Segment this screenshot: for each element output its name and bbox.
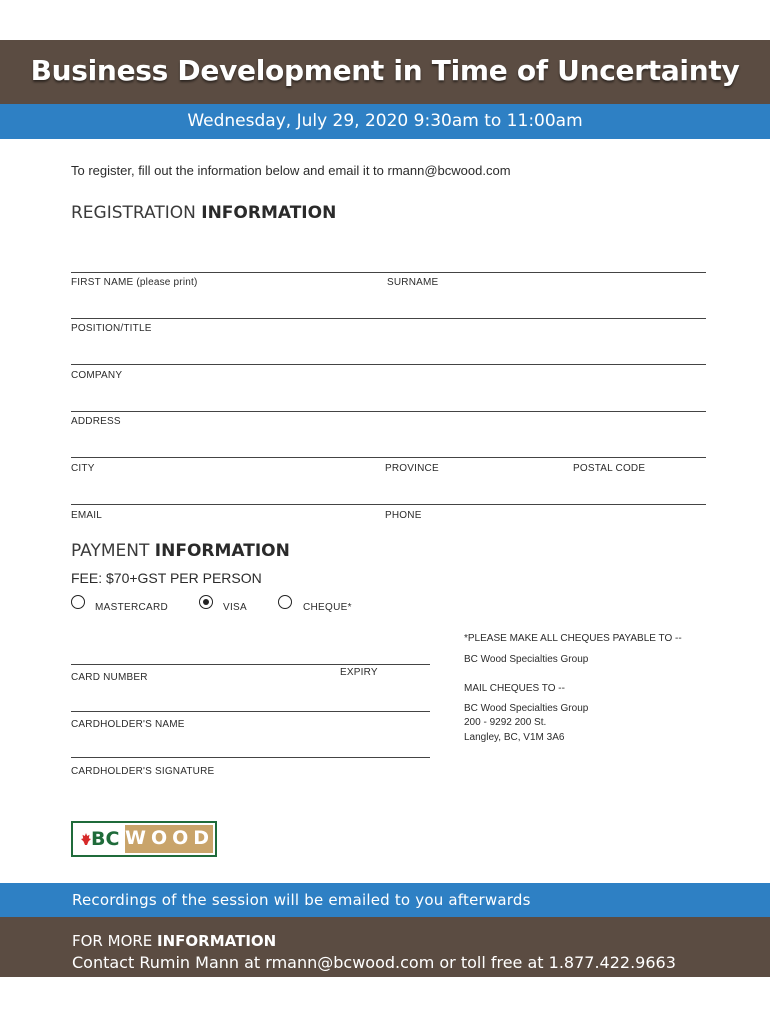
cardholder-name-label: CARDHOLDER'S NAME [71, 719, 185, 730]
mail-cheques-note: MAIL CHEQUES TO -- [464, 683, 565, 694]
intro-text: To register, fill out the information below and email it to rmann@bcwood.com [71, 163, 511, 178]
more-info-heading [72, 932, 276, 950]
company-line[interactable] [71, 364, 706, 365]
address-label: ADDRESS [71, 416, 121, 427]
mastercard-radio[interactable] [71, 595, 85, 609]
event-date: Wednesday, July 29, 2020 9:30am to 11:00am [187, 111, 583, 131]
position-label: POSITION/TITLE [71, 323, 152, 334]
cardholder-name-line[interactable] [71, 711, 430, 712]
payment-heading [71, 541, 290, 561]
phone-label: PHONE [385, 510, 422, 521]
first-name-label: FIRST NAME (please print) [71, 277, 198, 288]
logo-wood-text: WOOD [125, 827, 215, 849]
cheque-payable-note: *PLEASE MAKE ALL CHEQUES PAYABLE TO -- [464, 633, 682, 644]
page-title: Business Development in Time of Uncertainty [30, 54, 740, 87]
title-banner [0, 40, 770, 104]
bc-wood-logo [71, 821, 217, 857]
payment-heading-light: PAYMENT [71, 541, 155, 561]
email-label: EMAIL [71, 510, 103, 521]
address-line[interactable] [71, 411, 706, 412]
city-label: CITY [71, 463, 95, 474]
mail-address-line-2: 200 - 9292 200 St. [464, 717, 547, 728]
cheque-payee: BC Wood Specialties Group [464, 654, 589, 665]
recordings-text: Recordings of the session will be emailed to you afterwards [72, 891, 531, 909]
registration-heading [71, 203, 336, 223]
city-line[interactable] [71, 457, 706, 458]
signature-label: CARDHOLDER'S SIGNATURE [71, 766, 215, 777]
fee-text: FEE: $70+GST PER PERSON [71, 570, 262, 586]
cheque-radio[interactable] [278, 595, 292, 609]
province-label: PROVINCE [385, 463, 439, 474]
mail-address-line-1: BC Wood Specialties Group [464, 703, 589, 714]
card-number-line[interactable] [71, 664, 430, 665]
surname-label: SURNAME [387, 277, 439, 288]
payment-heading-bold: INFORMATION [154, 541, 290, 561]
registration-heading-bold: INFORMATION [201, 203, 337, 223]
name-line[interactable] [71, 272, 706, 273]
company-label: COMPANY [71, 370, 123, 381]
logo-wood-panel [125, 825, 213, 853]
contact-banner [0, 917, 770, 977]
email-line[interactable] [71, 504, 706, 505]
mastercard-label: MASTERCARD [95, 602, 169, 613]
position-line[interactable] [71, 318, 706, 319]
registration-heading-light: REGISTRATION [71, 203, 202, 223]
expiry-label: EXPIRY [340, 667, 378, 678]
card-number-label: CARD NUMBER [71, 672, 148, 683]
visa-label: VISA [223, 602, 247, 613]
visa-radio[interactable] [199, 595, 213, 609]
more-info-bold: INFORMATION [157, 932, 277, 950]
mail-address-line-3: Langley, BC, V1M 3A6 [464, 732, 565, 743]
recordings-banner [0, 883, 770, 917]
logo-bc-text: BC [91, 828, 120, 850]
date-banner [0, 104, 770, 139]
cheque-label: CHEQUE* [303, 602, 352, 613]
signature-line[interactable] [71, 757, 430, 758]
logo-bc-panel [75, 825, 123, 853]
maple-leaf-icon [81, 833, 91, 845]
more-info-light: FOR MORE [72, 932, 158, 950]
postal-code-label: POSTAL CODE [573, 463, 646, 474]
contact-text: Contact Rumin Mann at rmann@bcwood.com or toll free at 1.877.422.9663 [72, 953, 676, 972]
